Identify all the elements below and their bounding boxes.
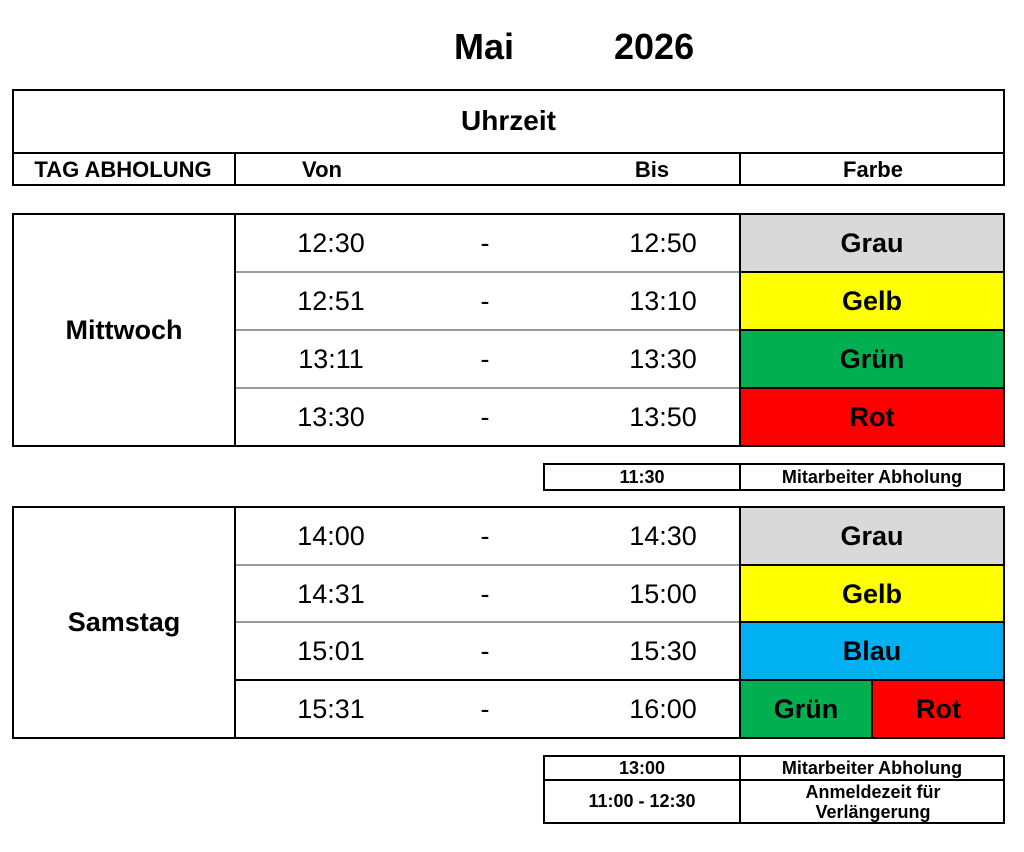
note-time: 11:00 - 12:30 bbox=[588, 791, 696, 811]
time-von: 12:51 bbox=[297, 286, 365, 316]
color-divider bbox=[740, 387, 1004, 389]
color-divider bbox=[740, 621, 1004, 623]
time-von: 13:11 bbox=[298, 344, 364, 374]
day-column-divider bbox=[234, 506, 236, 739]
time-bis: 13:50 bbox=[629, 402, 697, 432]
day-column-divider bbox=[234, 213, 236, 447]
color-cell-rot: Rot bbox=[740, 389, 1004, 446]
title-month: Mai bbox=[454, 26, 515, 67]
header-tag-abholung: TAG ABHOLUNG bbox=[34, 157, 212, 182]
time-bis: 13:10 bbox=[629, 286, 697, 316]
time-von: 15:01 bbox=[297, 636, 365, 666]
color-cell-rot: Rot bbox=[873, 681, 1004, 737]
time-bis: 12:50 bbox=[629, 228, 697, 258]
note-label: Mitarbeiter Abholung bbox=[781, 466, 963, 487]
header-farbe: Farbe bbox=[843, 157, 903, 182]
title-year: 2026 bbox=[614, 26, 695, 67]
time-separator: - bbox=[480, 402, 490, 432]
header-uhrzeit: Uhrzeit bbox=[461, 105, 556, 136]
time-von: 12:30 bbox=[297, 228, 365, 258]
time-separator: - bbox=[480, 636, 490, 666]
time-von: 15:31 bbox=[297, 693, 365, 724]
note-label: Anmeldezeit für Verlängerung bbox=[805, 781, 941, 822]
color-cell-gelb: Gelb bbox=[740, 566, 1004, 622]
time-bis: 13:30 bbox=[629, 344, 697, 374]
color-split-divider bbox=[871, 679, 873, 737]
day-samstag: Samstag bbox=[67, 607, 181, 637]
color-divider bbox=[740, 564, 1004, 566]
color-cell-grau: Grau bbox=[740, 508, 1004, 564]
time-von: 13:30 bbox=[297, 402, 365, 432]
time-separator: - bbox=[480, 520, 490, 551]
header-bis: Bis bbox=[634, 157, 670, 182]
time-bis: 15:30 bbox=[629, 636, 697, 666]
time-separator: - bbox=[480, 344, 490, 374]
time-bis: 14:30 bbox=[629, 520, 697, 551]
color-cell-grau: Grau bbox=[740, 215, 1004, 272]
day-mittwoch: Mittwoch bbox=[65, 314, 183, 345]
time-bis: 15:00 bbox=[629, 578, 697, 609]
time-von: 14:00 bbox=[297, 520, 365, 551]
time-separator: - bbox=[480, 228, 490, 258]
note-label: Mitarbeiter Abholung bbox=[781, 757, 963, 778]
color-cell-gruen: Grün bbox=[740, 331, 1004, 388]
time-von: 14:31 bbox=[297, 578, 365, 609]
color-cell-gruen: Grün bbox=[740, 681, 872, 737]
header-divider-v1 bbox=[234, 152, 236, 186]
color-cell-blau: Blau bbox=[740, 623, 1004, 680]
time-bis: 16:00 bbox=[629, 693, 697, 724]
note-time: 11:30 bbox=[619, 466, 665, 487]
note-time: 13:00 bbox=[618, 757, 666, 778]
color-divider bbox=[740, 271, 1004, 273]
time-separator: - bbox=[480, 578, 490, 609]
time-separator: - bbox=[480, 286, 490, 316]
time-separator: - bbox=[480, 693, 490, 724]
header-von: Von bbox=[302, 157, 342, 182]
color-divider bbox=[740, 329, 1004, 331]
color-cell-gelb: Gelb bbox=[740, 273, 1004, 330]
